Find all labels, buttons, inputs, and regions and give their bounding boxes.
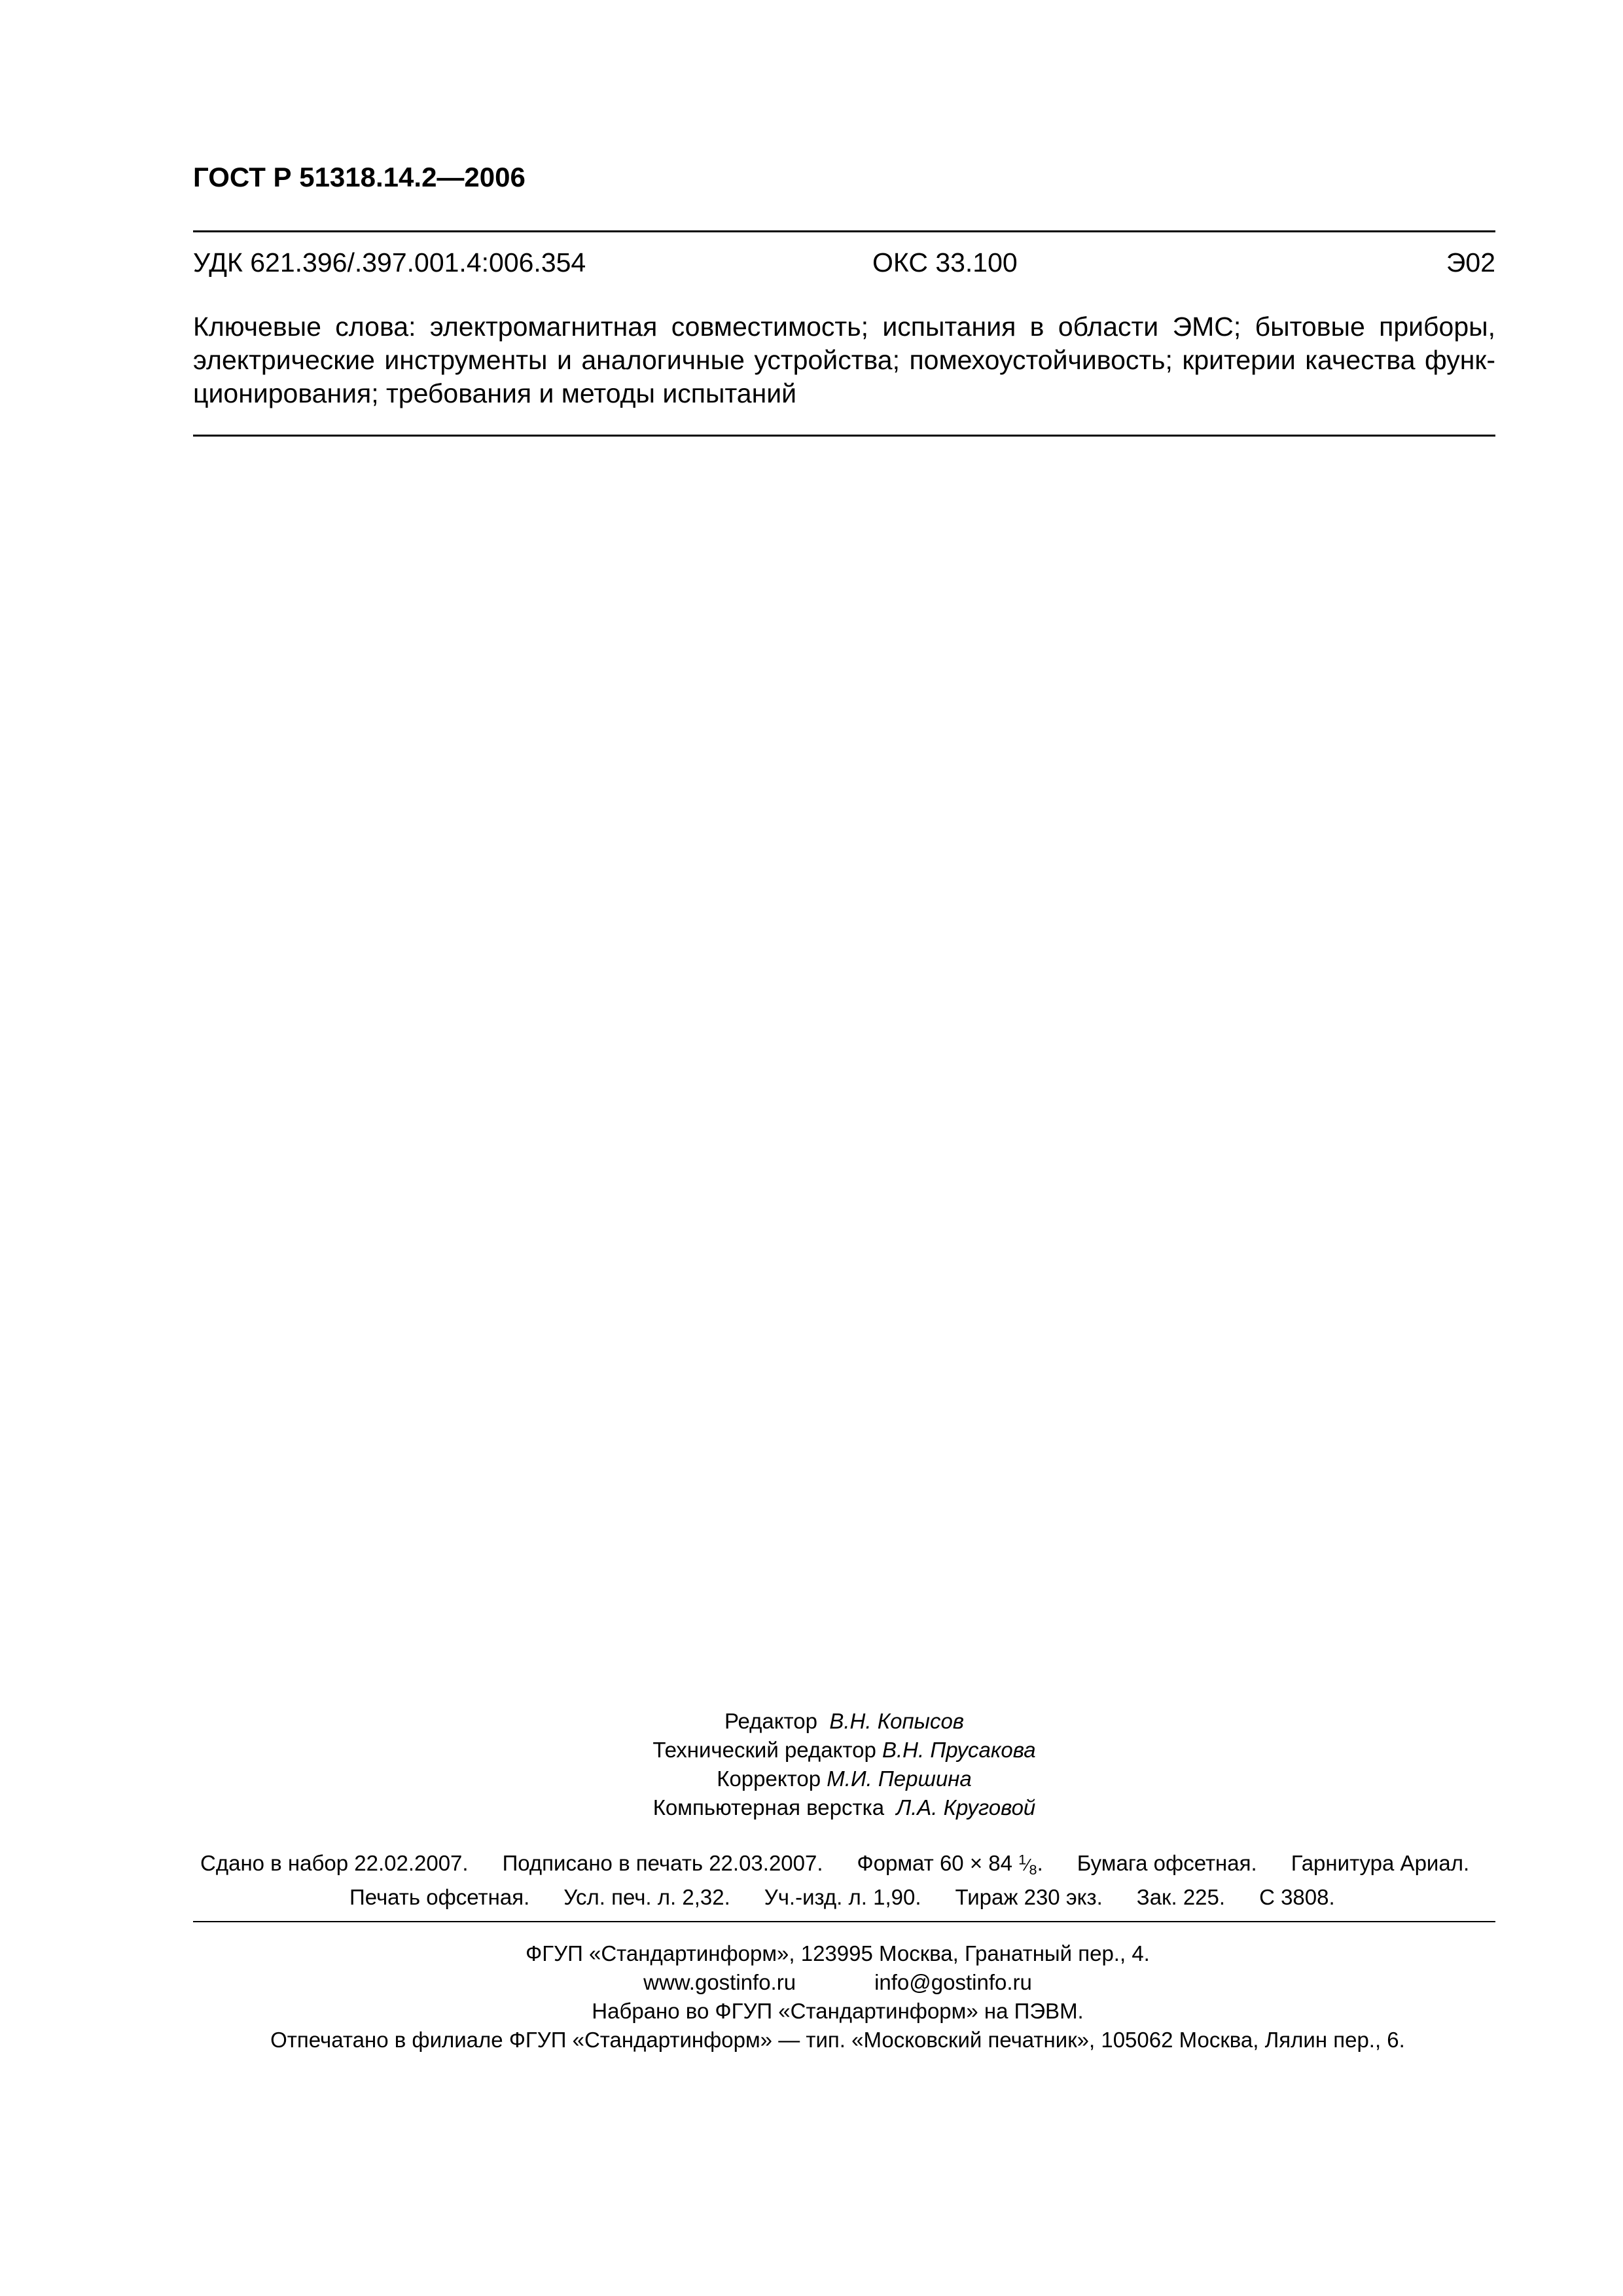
printed-sheets: Усл. печ. л. 2,32. <box>563 1885 730 1909</box>
tech-editor-name: В.Н. Прусакова <box>882 1738 1036 1762</box>
credits-block <box>0 1707 1623 1822</box>
paper-format: Формат 60 × 84 $^1⁄_8$. <box>857 1851 1043 1878</box>
keywords-line: ционирования; требования и методы испытаний <box>193 378 797 408</box>
layout-line <box>0 1793 1623 1822</box>
print-type: Печать офсетная. <box>349 1885 530 1909</box>
editor-line <box>0 1707 1623 1736</box>
corrector-name: М.И. Першина <box>827 1767 972 1791</box>
publisher-contacts <box>0 1968 1623 1997</box>
publisher-sheets: Уч.-изд. л. 1,90. <box>764 1885 921 1909</box>
typeset-note: Набрано во ФГУП «Стандартинформ» на ПЭВМ. <box>592 1999 1084 2023</box>
format-frac-num: 1 <box>1018 1851 1027 1868</box>
tech-editor-label: Технический редактор <box>652 1738 876 1762</box>
format-fraction: $^1⁄_8$ <box>1018 1851 1037 1878</box>
imprint-divider <box>193 1921 1495 1922</box>
publisher-email[interactable]: info@gostinfo.ru <box>874 1970 1032 1994</box>
oks-code: ОКС 33.100 <box>872 247 1018 278</box>
format-frac-den: 8 <box>1029 1861 1037 1878</box>
signed-to-print: Подписано в печать 22.03.2007. <box>502 1851 823 1875</box>
editor-name: В.Н. Копысов <box>829 1709 965 1733</box>
publisher-block <box>0 1939 1623 2054</box>
corrector-label: Корректор <box>717 1767 821 1791</box>
publisher-website[interactable]: www.gostinfo.ru <box>643 1970 796 1994</box>
keywords-line: электрические инструменты и аналогичные устройства; помехоустойчивость; критерии качества функ- <box>193 345 1495 375</box>
format-label: Формат 60 × 84 <box>857 1851 1012 1875</box>
document-code: ГОСТ Р 51318.14.2—2006 <box>193 162 526 192</box>
sent-to-set: Сдано в набор 22.02.2007. <box>200 1851 469 1875</box>
paper-type: Бумага офсетная. <box>1077 1851 1257 1875</box>
order-number: Зак. 225. <box>1136 1885 1226 1909</box>
top-divider <box>193 230 1495 232</box>
print-info-row-2 <box>349 1885 1335 1910</box>
keywords-block <box>193 310 1495 410</box>
editor-label: Редактор <box>724 1709 818 1733</box>
keywords-divider <box>193 435 1495 437</box>
tech-editor-line <box>0 1736 1623 1765</box>
layout-name: Л.А. Круговой <box>896 1795 1036 1820</box>
corrector-line <box>0 1765 1623 1793</box>
publisher-address: ФГУП «Стандартинформ», 123995 Москва, Гранатный пер., 4. <box>526 1941 1150 1965</box>
layout-label: Компьютерная верстка <box>652 1795 885 1820</box>
keywords-line: Ключевые слова: электромагнитная совместимость; испытания в области ЭМС; бытовые приборы, <box>193 312 1495 342</box>
typeface: Гарнитура Ариал. <box>1291 1851 1470 1875</box>
printed-note: Отпечатано в филиале ФГУП «Стандартинформ» — тип. «Московский печатник», 105062 Москва, Лялин пер., 6. <box>270 2028 1405 2052</box>
group-code: Э02 <box>1446 247 1495 278</box>
print-run: Тираж 230 экз. <box>955 1885 1103 1909</box>
udk-code: УДК 621.396/.397.001.4:006.354 <box>193 247 586 278</box>
print-info-row-1 <box>200 1851 1469 1878</box>
c-number: С 3808. <box>1259 1885 1335 1909</box>
